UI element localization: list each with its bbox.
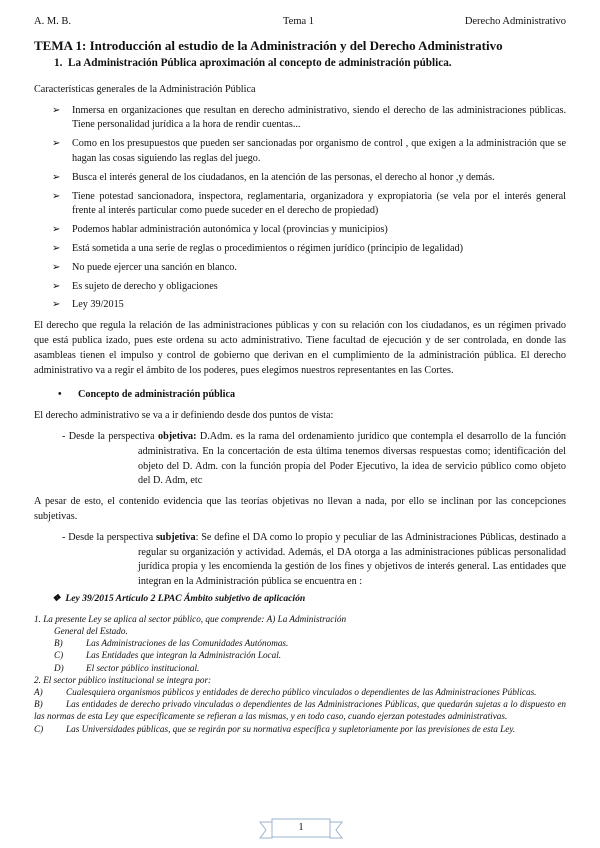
list-item-text: Está sometida a una serie de reglas o procedimientos o régimen jurídico (principio de legalidad)	[72, 242, 463, 254]
list-item	[34, 280, 566, 295]
law-item-key: A)	[34, 686, 43, 697]
arrow-bullet-icon: ➢	[52, 261, 61, 273]
characteristics-list	[34, 104, 566, 314]
list-item-text: Como en los presupuestos que pueden ser sancionadas por organismo de control , que exigen a la administración que se hagan las cosas siguiendo las reglas del juego.	[72, 138, 566, 164]
list-item	[34, 137, 566, 167]
concept-heading: • Concepto de administración pública	[34, 388, 566, 403]
header-subject: Derecho Administrativo	[464, 16, 566, 27]
header-author: A. M. B.	[34, 16, 72, 27]
list-item-text: No puede ejercer una sanción en blanco.	[72, 261, 237, 273]
law-item	[34, 723, 566, 735]
header-topic: Tema 1	[283, 16, 315, 27]
subtitle-text: La Administración Pública aproximación al concepto de administración pública.	[67, 57, 452, 69]
list-item-text: Es sujeto de derecho y obligaciones	[72, 280, 218, 292]
list-item	[34, 298, 566, 313]
perspective-lead: - Desde la perspectiva	[62, 430, 159, 442]
law-item	[34, 662, 566, 674]
law-item-text: El sector público institucional.	[86, 662, 200, 673]
law-item-key: D)	[54, 662, 64, 673]
page-content	[34, 38, 566, 735]
arrow-bullet-icon: ➢	[52, 242, 61, 254]
perspective-text: : Se define el DA como lo propio y peculiar de las Administraciones Públicas, destinado a regular su organización y actividad. Además, el DA otorga a las administraciones públicas personalidad jurídica propia y les encomienda la gestión de los fines y objetivos de interés general. Las entidades que integran en la Administración pública se encuentra en :	[138, 531, 566, 588]
list-item	[34, 261, 566, 276]
subtitle-number: 1.	[54, 57, 63, 69]
law-item	[34, 686, 566, 698]
law-heading	[52, 592, 566, 607]
arrow-bullet-icon: ➢	[52, 171, 61, 183]
perspective-text: D.Adm. es la rama del ordenamiento jurídico que contempla el desarrollo de la función administrativa. En la concertación de esta última tenemos diversas respuestas como; identificación del objeto del D. Adm. con la función propia del Poder Ejecutivo, la idea de servicio público como objeto del D. Adm, etc	[138, 430, 567, 487]
law-item-key: C)	[34, 723, 44, 734]
list-item-text: Podemos hablar administración autonómica y local (provincias y municipios)	[72, 224, 388, 236]
law-item-text: Las Universidades públicas, que se regirán por su normativa específica y supletoriamente por las previsiones de esta Ley.	[66, 723, 516, 734]
paragraph-conclusion: A pesar de esto, el contenido evidencia que las teorías objetivas no llevan a nada, por ello se inclinan por las concepciones subjetivas.	[34, 496, 566, 522]
perspective-keyword: subjetiva	[155, 531, 196, 543]
characteristics-label: Características generales de la Administración Pública	[34, 83, 256, 95]
list-item-text: Tiene potestad sancionadora, inspectora, reglamentaria, organizadora y expropiatoria (se vela por el interés general frente al interés particular como puede suceder en el derecho de propiedad)	[72, 190, 566, 217]
law-item	[34, 649, 566, 661]
page-title: TEMA 1: Introducción al estudio de la Administración y del Derecho Administrativo	[34, 38, 503, 53]
list-item	[34, 242, 566, 257]
paragraph-regulation: El derecho que regula la relación de las administraciones públicas y con su relación con los ciudadanos, es un régimen privado que está publica izado, pues este ordena su acto administrativo. Tiene facultad de ejecución y de ser controlada, en donde las asambleas tienen el impulso y control de gobierno que derivan en el cumplimiento de la administración pública. El derecho administrativo va a regir el ámbito de los poderes, pues elegimos nuestros representantes en las Cortes.	[34, 320, 566, 376]
perspective-objective	[62, 430, 566, 489]
law-item-text: Las Entidades que integran la Administración Local.	[86, 650, 282, 661]
law-line: 2. El sector público institucional se integra por:	[34, 674, 212, 685]
section-subtitle	[54, 56, 566, 71]
arrow-bullet-icon: ➢	[52, 138, 61, 150]
arrow-bullet-icon: ➢	[52, 224, 61, 236]
list-item	[34, 171, 566, 186]
law-text	[34, 613, 566, 735]
list-item-text: Busca el interés general de los ciudadanos, en la atención de las personas, el derecho al honor ,y demás.	[72, 171, 495, 183]
list-item	[34, 223, 566, 238]
law-item-text: Cualesquiera organismos públicos y entidades de derecho público vinculados o dependientes de las Administraciones Públicas.	[66, 686, 537, 697]
arrow-bullet-icon: ➢	[52, 280, 61, 292]
perspective-subjective	[62, 531, 566, 590]
law-item-key: B)	[54, 638, 63, 649]
perspective-keyword: objetiva:	[158, 430, 197, 442]
diamond-bullet-icon: ❖	[52, 592, 61, 604]
concept-intro: El derecho administrativo se va a ir definiendo desde dos puntos de vista:	[34, 410, 334, 422]
law-heading-text: Ley 39/2015 Artículo 2 LPAC Ámbito subjetivo de aplicación	[65, 592, 306, 604]
list-item	[34, 190, 566, 220]
arrow-bullet-icon: ➢	[52, 190, 61, 202]
law-item	[34, 698, 566, 722]
law-item	[34, 637, 566, 649]
page-number-ribbon	[258, 818, 344, 840]
list-item-text: Ley 39/2015	[72, 299, 124, 311]
list-item	[34, 104, 566, 134]
perspective-lead: - Desde la perspectiva	[62, 531, 156, 543]
page-number: 1	[298, 822, 304, 833]
law-line: General del Estado.	[54, 625, 128, 636]
list-item-text: Inmersa en organizaciones que resultan en derecho administrativo, siendo el derecho de las administraciones públicas. Tiene personalidad jurídica a la hora de rendir cuentas...	[72, 104, 566, 131]
law-item-text: Las Administraciones de las Comunidades Autónomas.	[86, 638, 289, 649]
law-item-key: B)	[34, 699, 43, 710]
law-item-text: Las entidades de derecho privado vinculadas o dependientes de las Administraciones Públicas, que quedarán sujetas a lo dispuesto en las normas de esta Ley que específicamente se refieran a las mismas, y en todo caso, cuando ejerzan potestades administrativas.	[34, 699, 566, 722]
law-item-key: C)	[54, 650, 64, 661]
arrow-bullet-icon: ➢	[52, 104, 61, 116]
arrow-bullet-icon: ➢	[52, 299, 61, 311]
law-line: 1. La presente Ley se aplica al sector público, que comprende: A) La Administración	[34, 613, 347, 624]
